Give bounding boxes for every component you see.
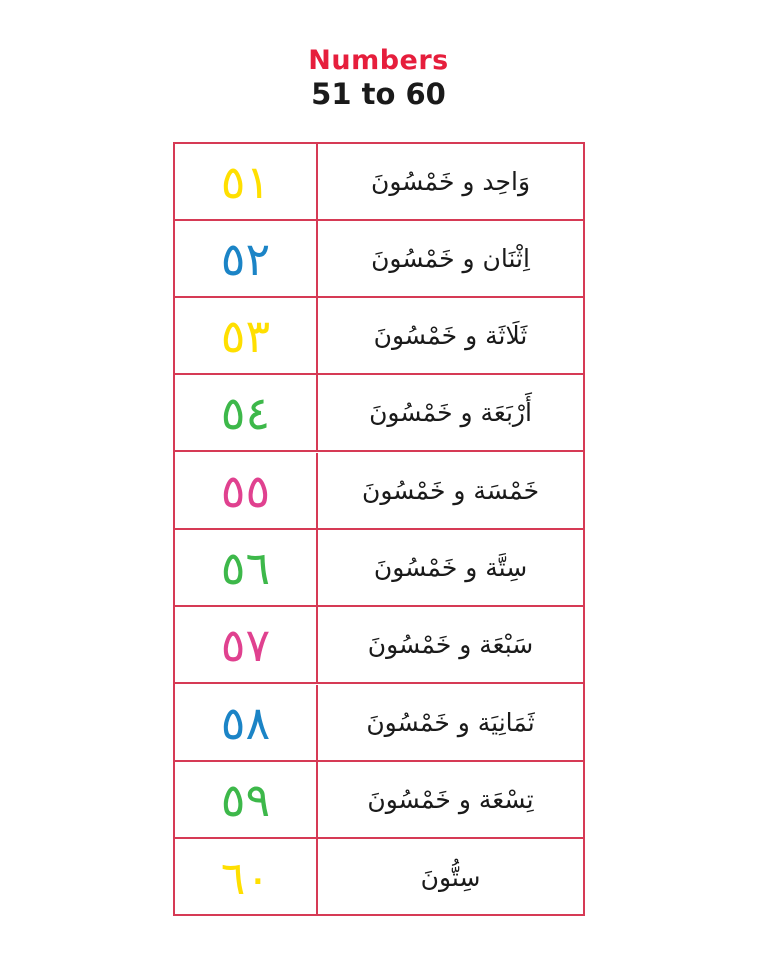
- arabic-numeral: ٥٦: [175, 530, 318, 605]
- table-row: [175, 453, 583, 530]
- arabic-numeral: ٥٢: [175, 221, 318, 296]
- arabic-word: سِتُّونَ: [420, 863, 481, 893]
- arabic-word: تِسْعَة و خَمْسُونَ: [367, 785, 534, 815]
- arabic-numeral: ٥٤: [175, 375, 318, 450]
- arabic-numeral: ٥٩: [175, 762, 318, 837]
- arabic-numeral: ٥٨: [175, 685, 318, 760]
- table-row: [175, 762, 583, 839]
- arabic-word: أَرْبَعَة و خَمْسُونَ: [369, 398, 532, 428]
- table-row: [175, 375, 583, 452]
- arabic-word: ثَلَاثَة و خَمْسُونَ: [373, 321, 528, 351]
- arabic-word: اِثْنَان و خَمْسُونَ: [371, 244, 530, 274]
- arabic-word: خَمْسَة و خَمْسُونَ: [361, 476, 540, 506]
- table-row: [175, 298, 583, 375]
- arabic-numeral: ٥١: [175, 144, 318, 219]
- arabic-numeral: ٦٠: [175, 839, 318, 916]
- table-row: [175, 530, 583, 607]
- page-title: Numbers: [308, 45, 449, 76]
- arabic-numeral: ٥٥: [175, 453, 318, 528]
- table-row: [175, 839, 583, 916]
- arabic-numeral: ٥٣: [175, 298, 318, 373]
- table-row: [175, 221, 583, 298]
- table-row: [175, 607, 583, 684]
- arabic-word: وَاحِد و خَمْسُونَ: [370, 167, 531, 197]
- arabic-word: سَبْعَة و خَمْسُونَ: [367, 630, 534, 660]
- table-row: [175, 144, 583, 221]
- table-row: [175, 685, 583, 762]
- arabic-word: ثَمَانِيَة و خَمْسُونَ: [366, 708, 535, 738]
- arabic-word: سِتَّة و خَمْسُونَ: [373, 553, 528, 583]
- numbers-table: [173, 142, 585, 916]
- page-subtitle: 51 to 60: [311, 77, 446, 111]
- arabic-numeral: ٥٧: [175, 607, 318, 682]
